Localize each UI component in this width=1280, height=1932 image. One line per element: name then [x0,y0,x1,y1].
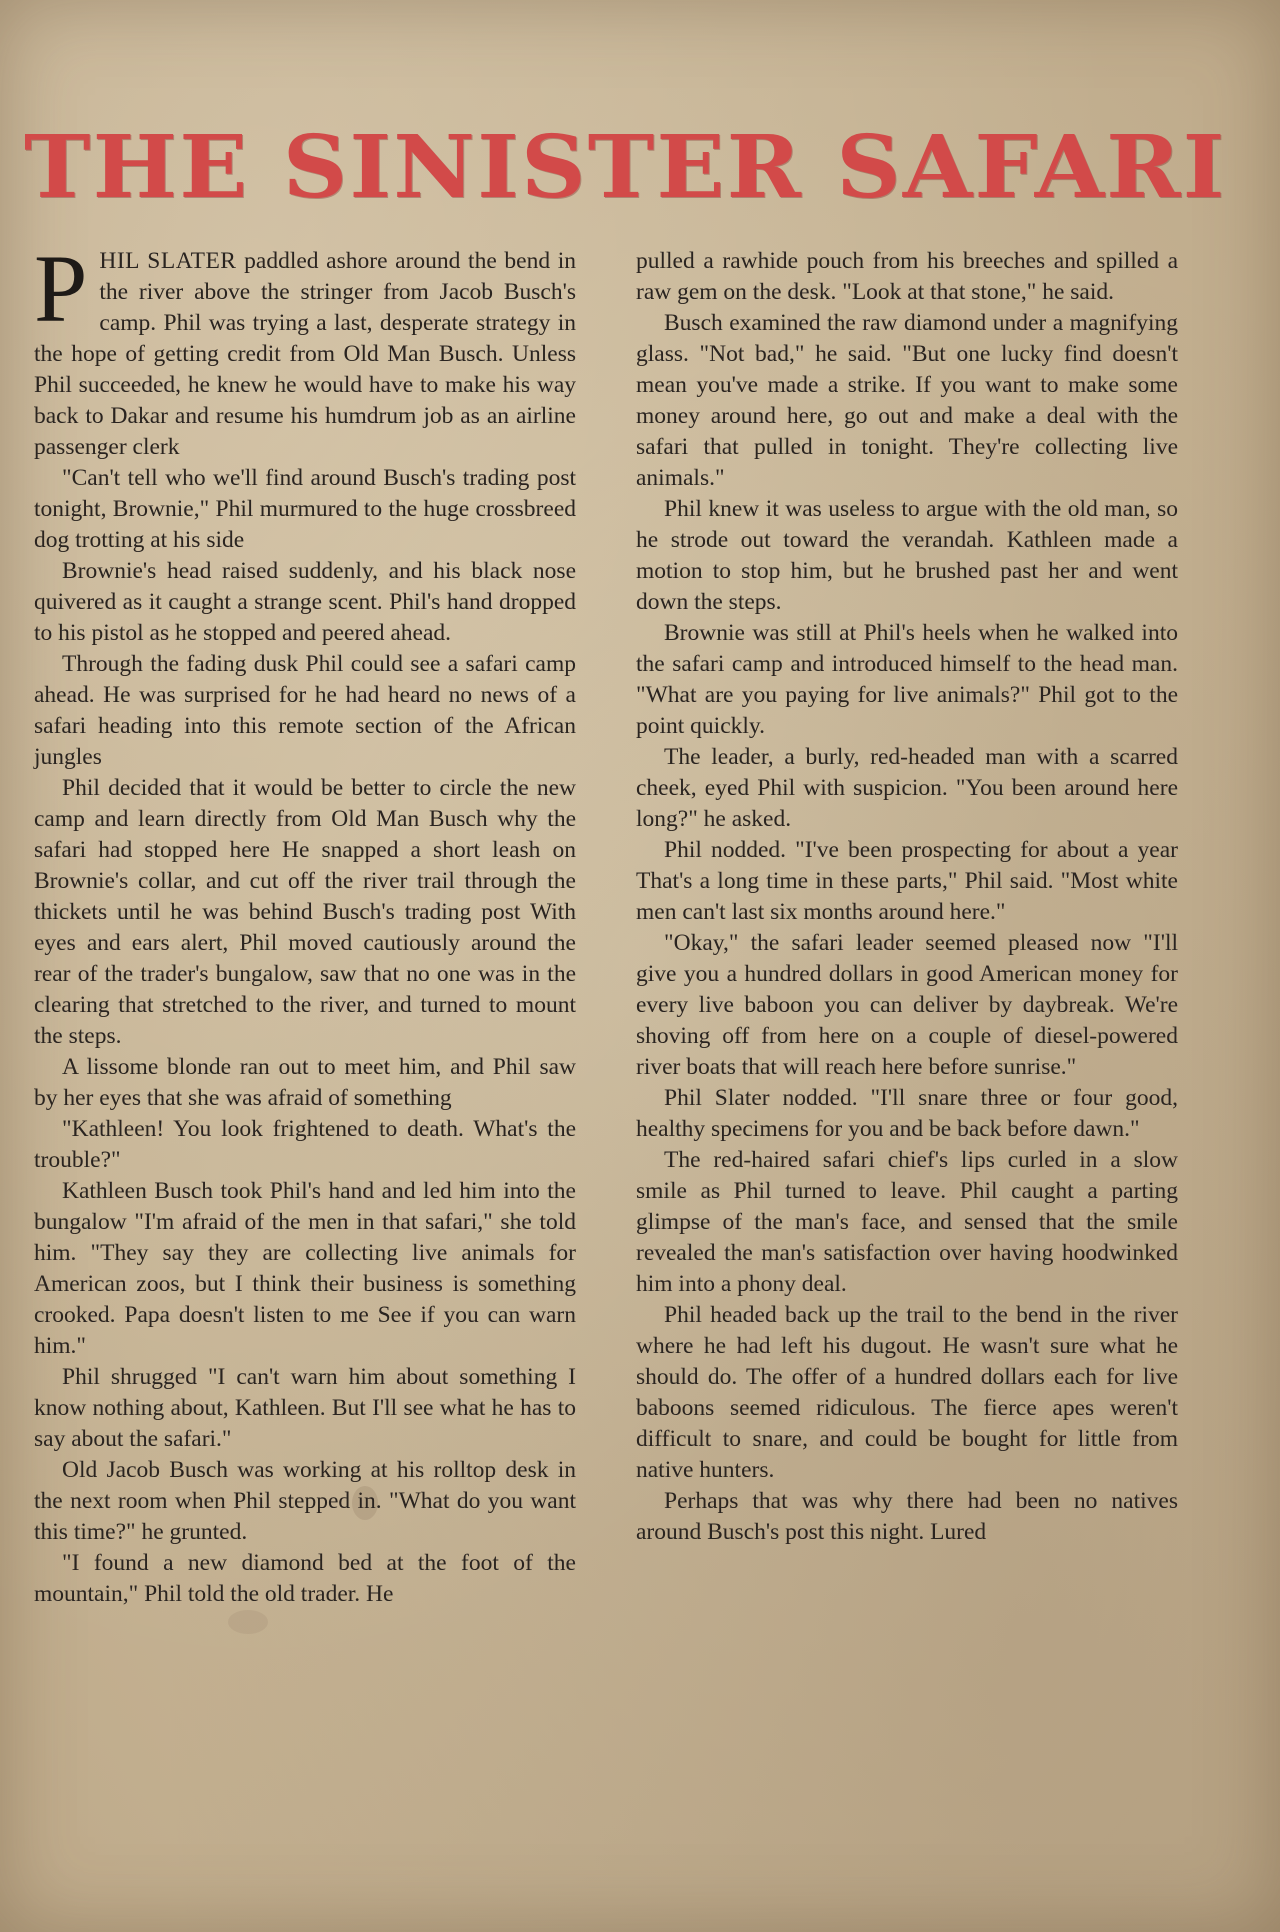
opening-paragraph [34,235,576,463]
paragraph: "I found a new diamond bed at the foot of the mountain," Phil told the old trader. He [34,1550,576,1607]
paragraph: Brownie was still at Phil's heels when he walked into the safari camp and introduced himself to the head man. "What are you paying for live animals?" Phil got to the point quickly. [636,620,1178,739]
paragraph: "Kathleen! You look frightened to death. What's the trouble?" [34,1116,576,1173]
left-column [34,235,576,1610]
paragraph: Kathleen Busch took Phil's hand and led him into the bungalow "I'm afraid of the men in that safari," she told him. "They say they are collecting live animals for American zoos, but I think their business is something crooked. Papa doesn't listen to me See if you can warn him." [34,1178,576,1359]
opening-text: paddled ashore around the bend in the river above the stringer from Jacob Busch's camp. Phil was trying a last, desperate strategy in the hope of getting credit from Old Man Busch. Unless Phil succeeded, he knew he would have to make his way back to Dakar and resume his humdrum job as an airline passenger clerk [34,248,576,460]
paragraph: The red-haired safari chief's lips curled in a slow smile as Phil turned to leave. Phil caught a parting glimpse of the man's face, and sensed that the smile revealed the man's satisfaction over having hoodwinked him into a phony deal. [636,1147,1178,1297]
paragraph: Old Jacob Busch was working at his rolltop desk in the next room when Phil stepped in. "What do you want this time?" he grunted. [34,1457,576,1545]
paragraph: A lissome blonde ran out to meet him, and Phil saw by her eyes that she was afraid of something [34,1054,576,1111]
paragraph: Perhaps that was why there had been no natives around Busch's post this night. Lured [636,1488,1178,1545]
paragraph: Phil knew it was useless to argue with the old man, so he strode out toward the verandah. Kathleen made a motion to stop him, but he brushed past her and went down the steps. [636,496,1178,615]
story-title: THE SINISTER SAFARI [24,117,1227,218]
paper-stain [228,1610,268,1634]
paragraph: Phil nodded. "I've been prospecting for about a year That's a long time in these parts," Phil said. "Most white men can't last six months around here." [636,837,1178,925]
paragraph: The leader, a burly, red-headed man with a scarred cheek, eyed Phil with suspicion. "You been around here long?" he asked. [636,744,1178,832]
paragraph: Phil Slater nodded. "I'll snare three or four good, healthy specimens for you and be back before dawn." [636,1085,1178,1142]
paragraph: "Can't tell who we'll find around Busch's trading post tonight, Brownie," Phil murmured to the huge crossbreed dog trotting at his side [34,465,576,553]
paragraph: Brownie's head raised suddenly, and his black nose quivered as it caught a strange scent. Phil's hand dropped to his pistol as he stopped and peered ahead. [34,558,576,646]
drop-cap: P [34,235,88,342]
right-column [636,246,1178,1548]
continued-paragraph: pulled a rawhide pouch from his breeches and spilled a raw gem on the desk. "Look at that stone," he said. [636,248,1178,305]
opening-caps: HIL SLATER [99,248,237,274]
paragraph: Through the fading dusk Phil could see a safari camp ahead. He was surprised for he had heard no news of a safari heading into this remote section of the African jungles [34,651,576,770]
paragraph: Phil decided that it would be better to circle the new camp and learn directly from Old Man Busch why the safari had stopped here He snapped a short leash on Brownie's collar, and cut off the river trail through the thickets until he was behind Busch's trading post With eyes and ears alert, Phil moved cautiously around the rear of the trader's bungalow, saw that no one was in the clearing that stretched to the river, and turned to mount the steps. [34,775,576,1049]
paragraph: Phil shrugged "I can't warn him about something I know nothing about, Kathleen. But I'll see what he has to say about the safari." [34,1364,576,1452]
paragraph: Phil headed back up the trail to the bend in the river where he had left his dugout. He wasn't sure what he should do. The offer of a hundred dollars each for live baboons seemed ridiculous. The fierce apes weren't difficult to snare, and could be bought for little from native hunters. [636,1302,1178,1483]
paragraph: Busch examined the raw diamond under a magnifying glass. "Not bad," he said. "But one lucky find doesn't mean you've made a strike. If you want to make some money around here, go out and make a deal with the safari that pulled in tonight. They're collecting live animals." [636,310,1178,491]
paragraph: "Okay," the safari leader seemed pleased now "I'll give you a hundred dollars in good American money for every live baboon you can deliver by daybreak. We're shoving off from here on a couple of diesel-powered river boats that will reach here before sunrise." [636,930,1178,1080]
